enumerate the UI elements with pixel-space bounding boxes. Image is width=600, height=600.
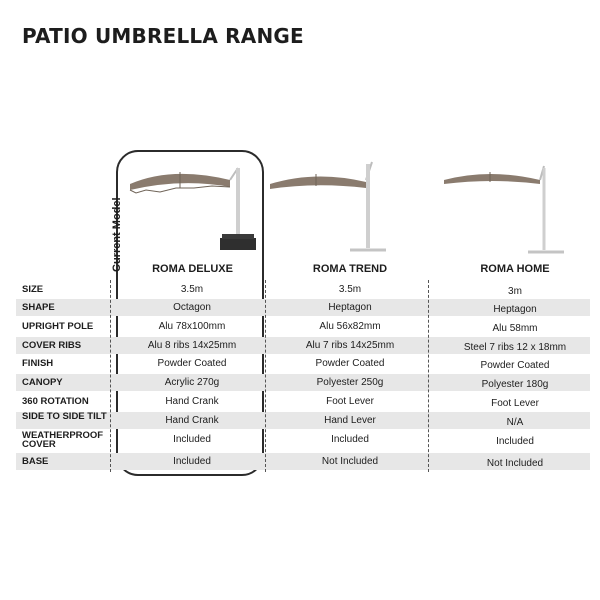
table-cell: Heptagon (493, 304, 537, 315)
roma-home-umbrella-image (440, 160, 570, 260)
column-divider (265, 280, 266, 472)
table-cell: Polyester 180g (481, 379, 549, 390)
table-cell: Hand Crank (165, 396, 219, 407)
row-label: SIDE TO SIDE TILT (22, 411, 107, 422)
table-cell: Polyester 250g (316, 377, 384, 388)
table-cell: Included (173, 434, 211, 445)
row-label: CANOPY (22, 377, 63, 388)
table-cell: Heptagon (328, 302, 372, 313)
table-cell: Foot Lever (326, 396, 374, 407)
table-cell: Alu 78x100mm (158, 321, 226, 332)
row-label: WEATHERPROOF COVER (22, 430, 104, 450)
table-cell: Included (173, 456, 211, 467)
row-label: FINISH (22, 358, 54, 369)
roma-trend-umbrella-image (266, 158, 396, 258)
model-name-roma-home: ROMA HOME (480, 263, 550, 275)
row-label: UPRIGHT POLE (22, 321, 94, 332)
table-cell: Not Included (321, 456, 379, 467)
model-name-roma-deluxe: ROMA DELUXE (152, 263, 233, 275)
row-label: BASE (22, 456, 49, 467)
column-divider (428, 280, 429, 472)
row-label: SHAPE (22, 302, 55, 313)
table-cell: Powder Coated (480, 360, 550, 371)
table-cell: Hand Lever (324, 415, 376, 426)
page-title: PATIO UMBRELLA RANGE (22, 24, 304, 48)
table-cell: Powder Coated (315, 358, 385, 369)
row-label: COVER RIBS (22, 340, 82, 351)
table-cell: Included (496, 436, 534, 447)
current-model-label (111, 197, 123, 272)
table-cell: Alu 56x82mm (319, 321, 381, 332)
table-cell: Powder Coated (157, 358, 227, 369)
column-divider (110, 280, 111, 472)
table-cell: Foot Lever (491, 398, 539, 409)
table-cell: N/A (506, 417, 524, 428)
table-cell: 3m (508, 286, 522, 297)
table-cell: Steel 7 ribs 12 x 18mm (463, 342, 567, 353)
row-label: 360 ROTATION (22, 396, 89, 407)
table-cell: Not Included (486, 458, 544, 469)
row-label: SIZE (22, 284, 44, 295)
model-name-roma-trend: ROMA TREND (312, 263, 388, 275)
table-cell: 3.5m (180, 284, 204, 295)
table-cell: Alu 8 ribs 14x25mm (147, 340, 237, 351)
table-cell: Hand Crank (165, 415, 219, 426)
table-cell: Alu 58mm (492, 323, 538, 334)
table-cell: Octagon (173, 302, 211, 313)
table-cell: Acrylic 270g (164, 377, 220, 388)
table-cell: 3.5m (338, 284, 362, 295)
table-cell: Included (331, 434, 369, 445)
table-cell: Alu 7 ribs 14x25mm (305, 340, 395, 351)
current-model-text: Current Model (111, 197, 123, 272)
